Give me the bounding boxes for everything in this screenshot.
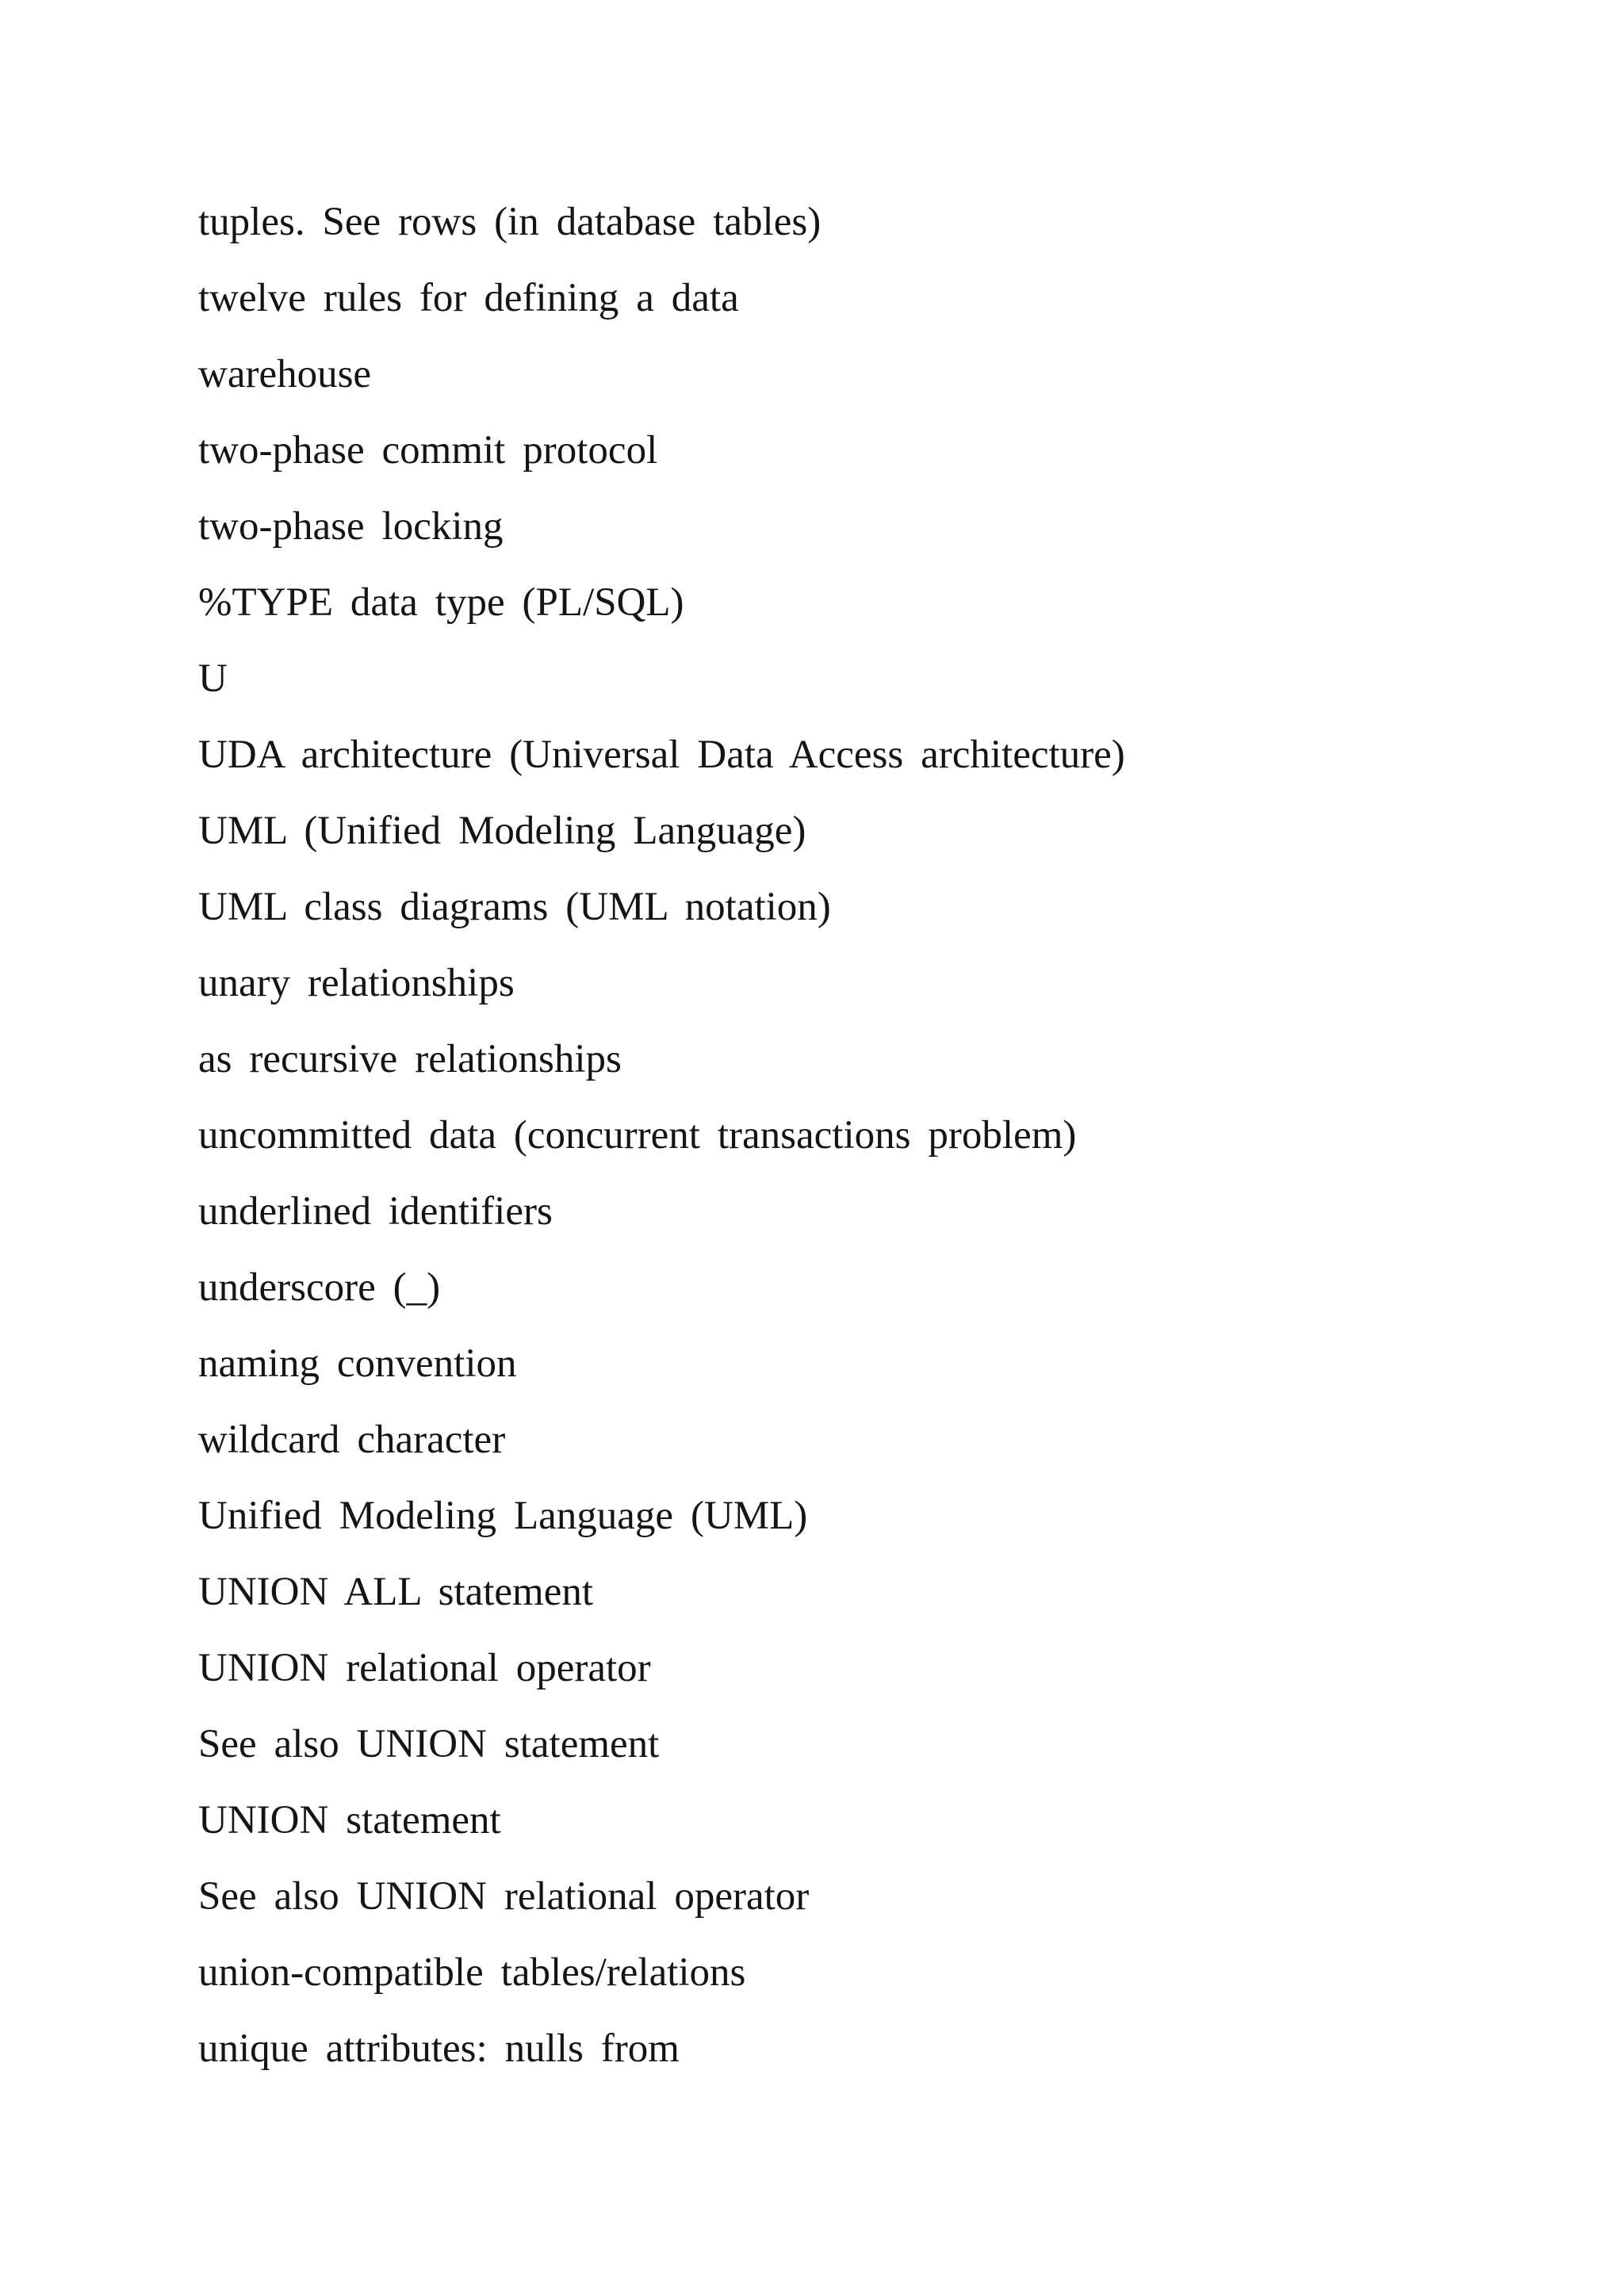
index-entry: underscore (_) <box>198 1265 441 1310</box>
index-list <box>198 193 1546 2096</box>
index-entry: unique attributes: nulls from <box>198 2026 680 2071</box>
index-entry: UDA architecture (Universal Data Access architecture) <box>198 733 1125 777</box>
index-entry: UNION statement <box>198 1798 501 1843</box>
index-entry: two-phase locking <box>198 504 504 549</box>
index-entry: uncommitted data (concurrent transactions problem) <box>198 1113 1077 1158</box>
section-letter-heading: U <box>198 656 228 701</box>
index-entry: twelve rules for defining a data <box>198 276 739 320</box>
index-entry: wildcard character <box>198 1418 506 1462</box>
index-entry: %TYPE data type (PL/SQL) <box>198 580 684 625</box>
index-entry: as recursive relationships <box>198 1037 622 1081</box>
index-entry: See also UNION relational operator <box>198 1874 810 1919</box>
index-entry: tuples. See rows (in database tables) <box>198 200 822 244</box>
index-entry: Unified Modeling Language (UML) <box>198 1494 808 1538</box>
index-entry: naming convention <box>198 1341 517 1386</box>
index-entry: unary relationships <box>198 961 515 1005</box>
index-entry: UNION ALL statement <box>198 1570 594 1614</box>
index-entry: union-compatible tables/relations <box>198 1950 746 1995</box>
index-entry: UNION relational operator <box>198 1646 651 1690</box>
index-entry: two-phase commit protocol <box>198 428 658 473</box>
index-entry: UML (Unified Modeling Language) <box>198 809 806 853</box>
index-entry: See also UNION statement <box>198 1722 660 1766</box>
index-entry: warehouse <box>198 352 372 396</box>
index-entry: UML class diagrams (UML notation) <box>198 885 831 929</box>
index-entry: underlined identifiers <box>198 1189 553 1234</box>
